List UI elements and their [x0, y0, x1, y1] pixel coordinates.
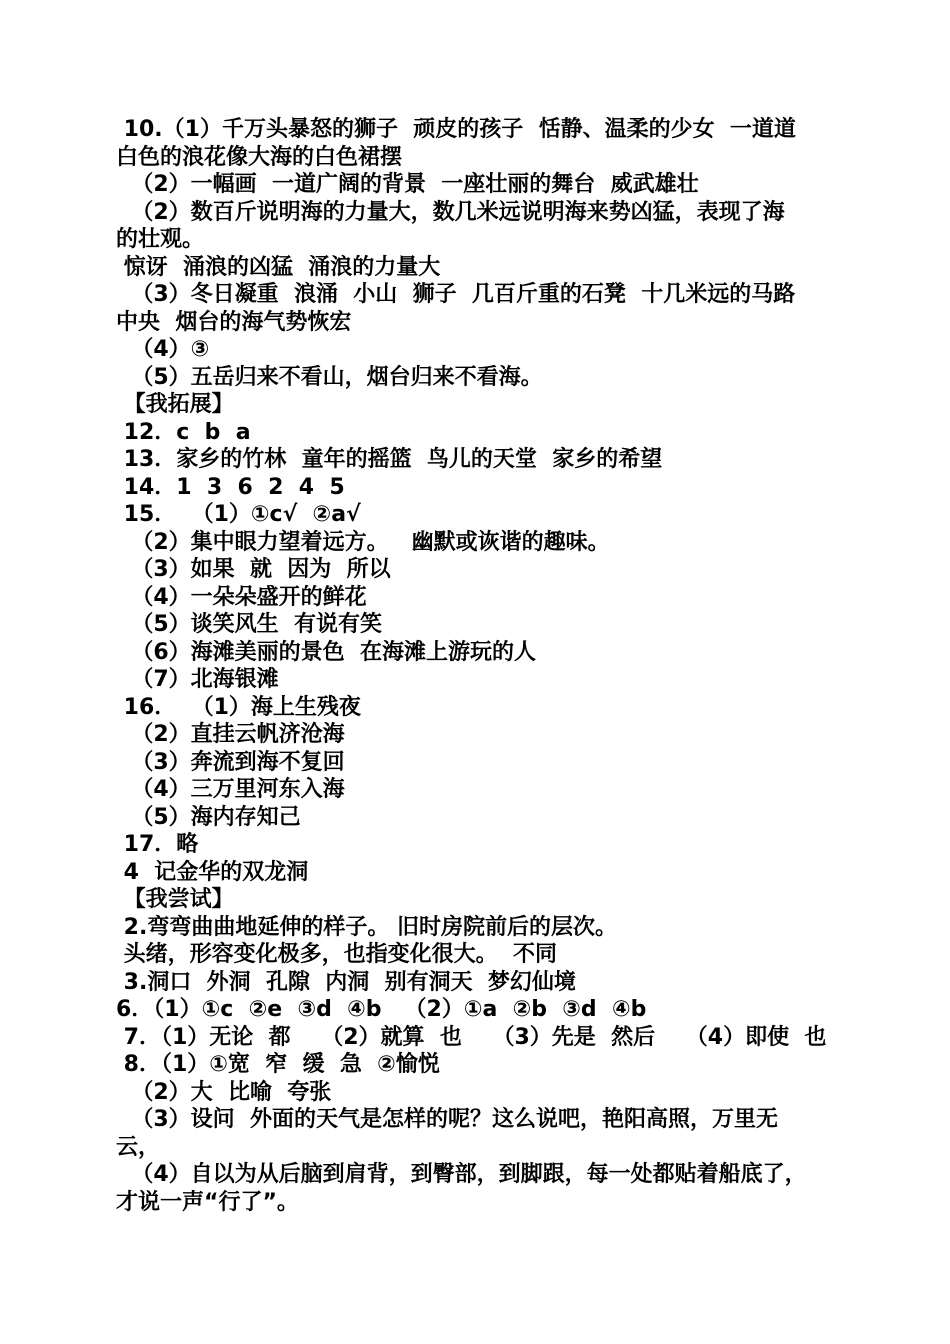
- text-line: （2）大 比喻 夸张: [116, 1079, 332, 1105]
- text-line: 13．家乡的竹林 童年的摇篮 鸟儿的天堂 家乡的希望: [116, 447, 663, 472]
- text-line: 3.洞口 外洞 孔隙 内洞 别有洞天 梦幻仙境: [116, 969, 576, 995]
- text-line: （3）如果 就 因为 所以: [116, 557, 391, 582]
- text-line: 14．1 3 6 2 4 5: [116, 474, 345, 500]
- text-line: （6）海滩美丽的景色 在海滩上游玩的人: [116, 639, 536, 665]
- text-line: 12．c b a: [116, 419, 251, 445]
- text-line: 惊讶 涌浪的凶猛 涌浪的力量大: [116, 254, 441, 280]
- text-line: 中央 烟台的海气势恢宏: [116, 309, 352, 335]
- text-line: （2）集中眼力望着远方。 幽默或诙谐的趣味。: [116, 529, 610, 555]
- text-line: 15． （1）①c√ ②a√: [116, 502, 361, 527]
- text-line: 16． （1）海上生残夜: [116, 694, 361, 720]
- text-line: （5）五岳归来不看山，烟台归来不看海。: [116, 364, 543, 390]
- text-line: 6．（1）①c ②e ③d ④b （2）①a ②b ③d ④b: [116, 997, 647, 1022]
- answer-text-block: [116, 116, 846, 1216]
- text-line: 17．略: [116, 832, 199, 857]
- text-line: 头绪，形容变化极多，也指变化很大。 不同: [116, 942, 557, 967]
- text-line: （2）数百斤说明海的力量大，数几米远说明海来势凶猛，表现了海: [116, 199, 785, 225]
- text-line: 8．（1）①宽 窄 缓 急 ②愉悦: [116, 1052, 440, 1077]
- text-line: 2.弯弯曲曲地延伸的样子。 旧时房院前后的层次。: [116, 914, 617, 940]
- text-line: （2）一幅画 一道广阔的背景 一座壮丽的舞台 威武雄壮: [116, 172, 699, 197]
- section-heading: 【我拓展】: [116, 392, 234, 417]
- text-line: （2）直挂云帆济沧海: [116, 722, 345, 747]
- text-line: （3）冬日凝重 浪涌 小山 狮子 几百斤重的石凳 十几米远的马路: [116, 282, 796, 307]
- text-line: 白色的浪花像大海的白色裙摆: [116, 144, 403, 170]
- text-line: （4）自以为从后脑到肩背，到臀部，到脚跟，每一处都贴着船底了，: [116, 1162, 807, 1187]
- lesson-title: 4 记金华的双龙洞: [116, 859, 309, 885]
- section-heading: 【我尝试】: [116, 887, 234, 912]
- text-line: 才说一声“行了”。: [116, 1189, 299, 1215]
- text-line: （5）海内存知己: [116, 804, 301, 830]
- text-line: 7．（1）无论 都 （2）就算 也 （3）先是 然后 （4）即使 也: [116, 1024, 827, 1050]
- text-line: （4）③: [116, 337, 210, 362]
- text-line: （3）奔流到海不复回: [116, 749, 345, 775]
- text-line: 的壮观。: [116, 227, 205, 252]
- text-line: 云，: [116, 1134, 161, 1160]
- text-line: （5）谈笑风生 有说有笑: [116, 612, 382, 637]
- text-line: 10.（1）千万头暴怒的狮子 顽皮的孩子 恬静、温柔的少女 一道道: [116, 117, 796, 142]
- text-line: （4）一朵朵盛开的鲜花: [116, 584, 367, 610]
- text-line: （3）设问 外面的天气是怎样的呢？这么说吧，艳阳高照，万里无: [116, 1107, 778, 1132]
- text-line: （7）北海银滩: [116, 667, 279, 692]
- text-line: （4）三万里河东入海: [116, 777, 345, 802]
